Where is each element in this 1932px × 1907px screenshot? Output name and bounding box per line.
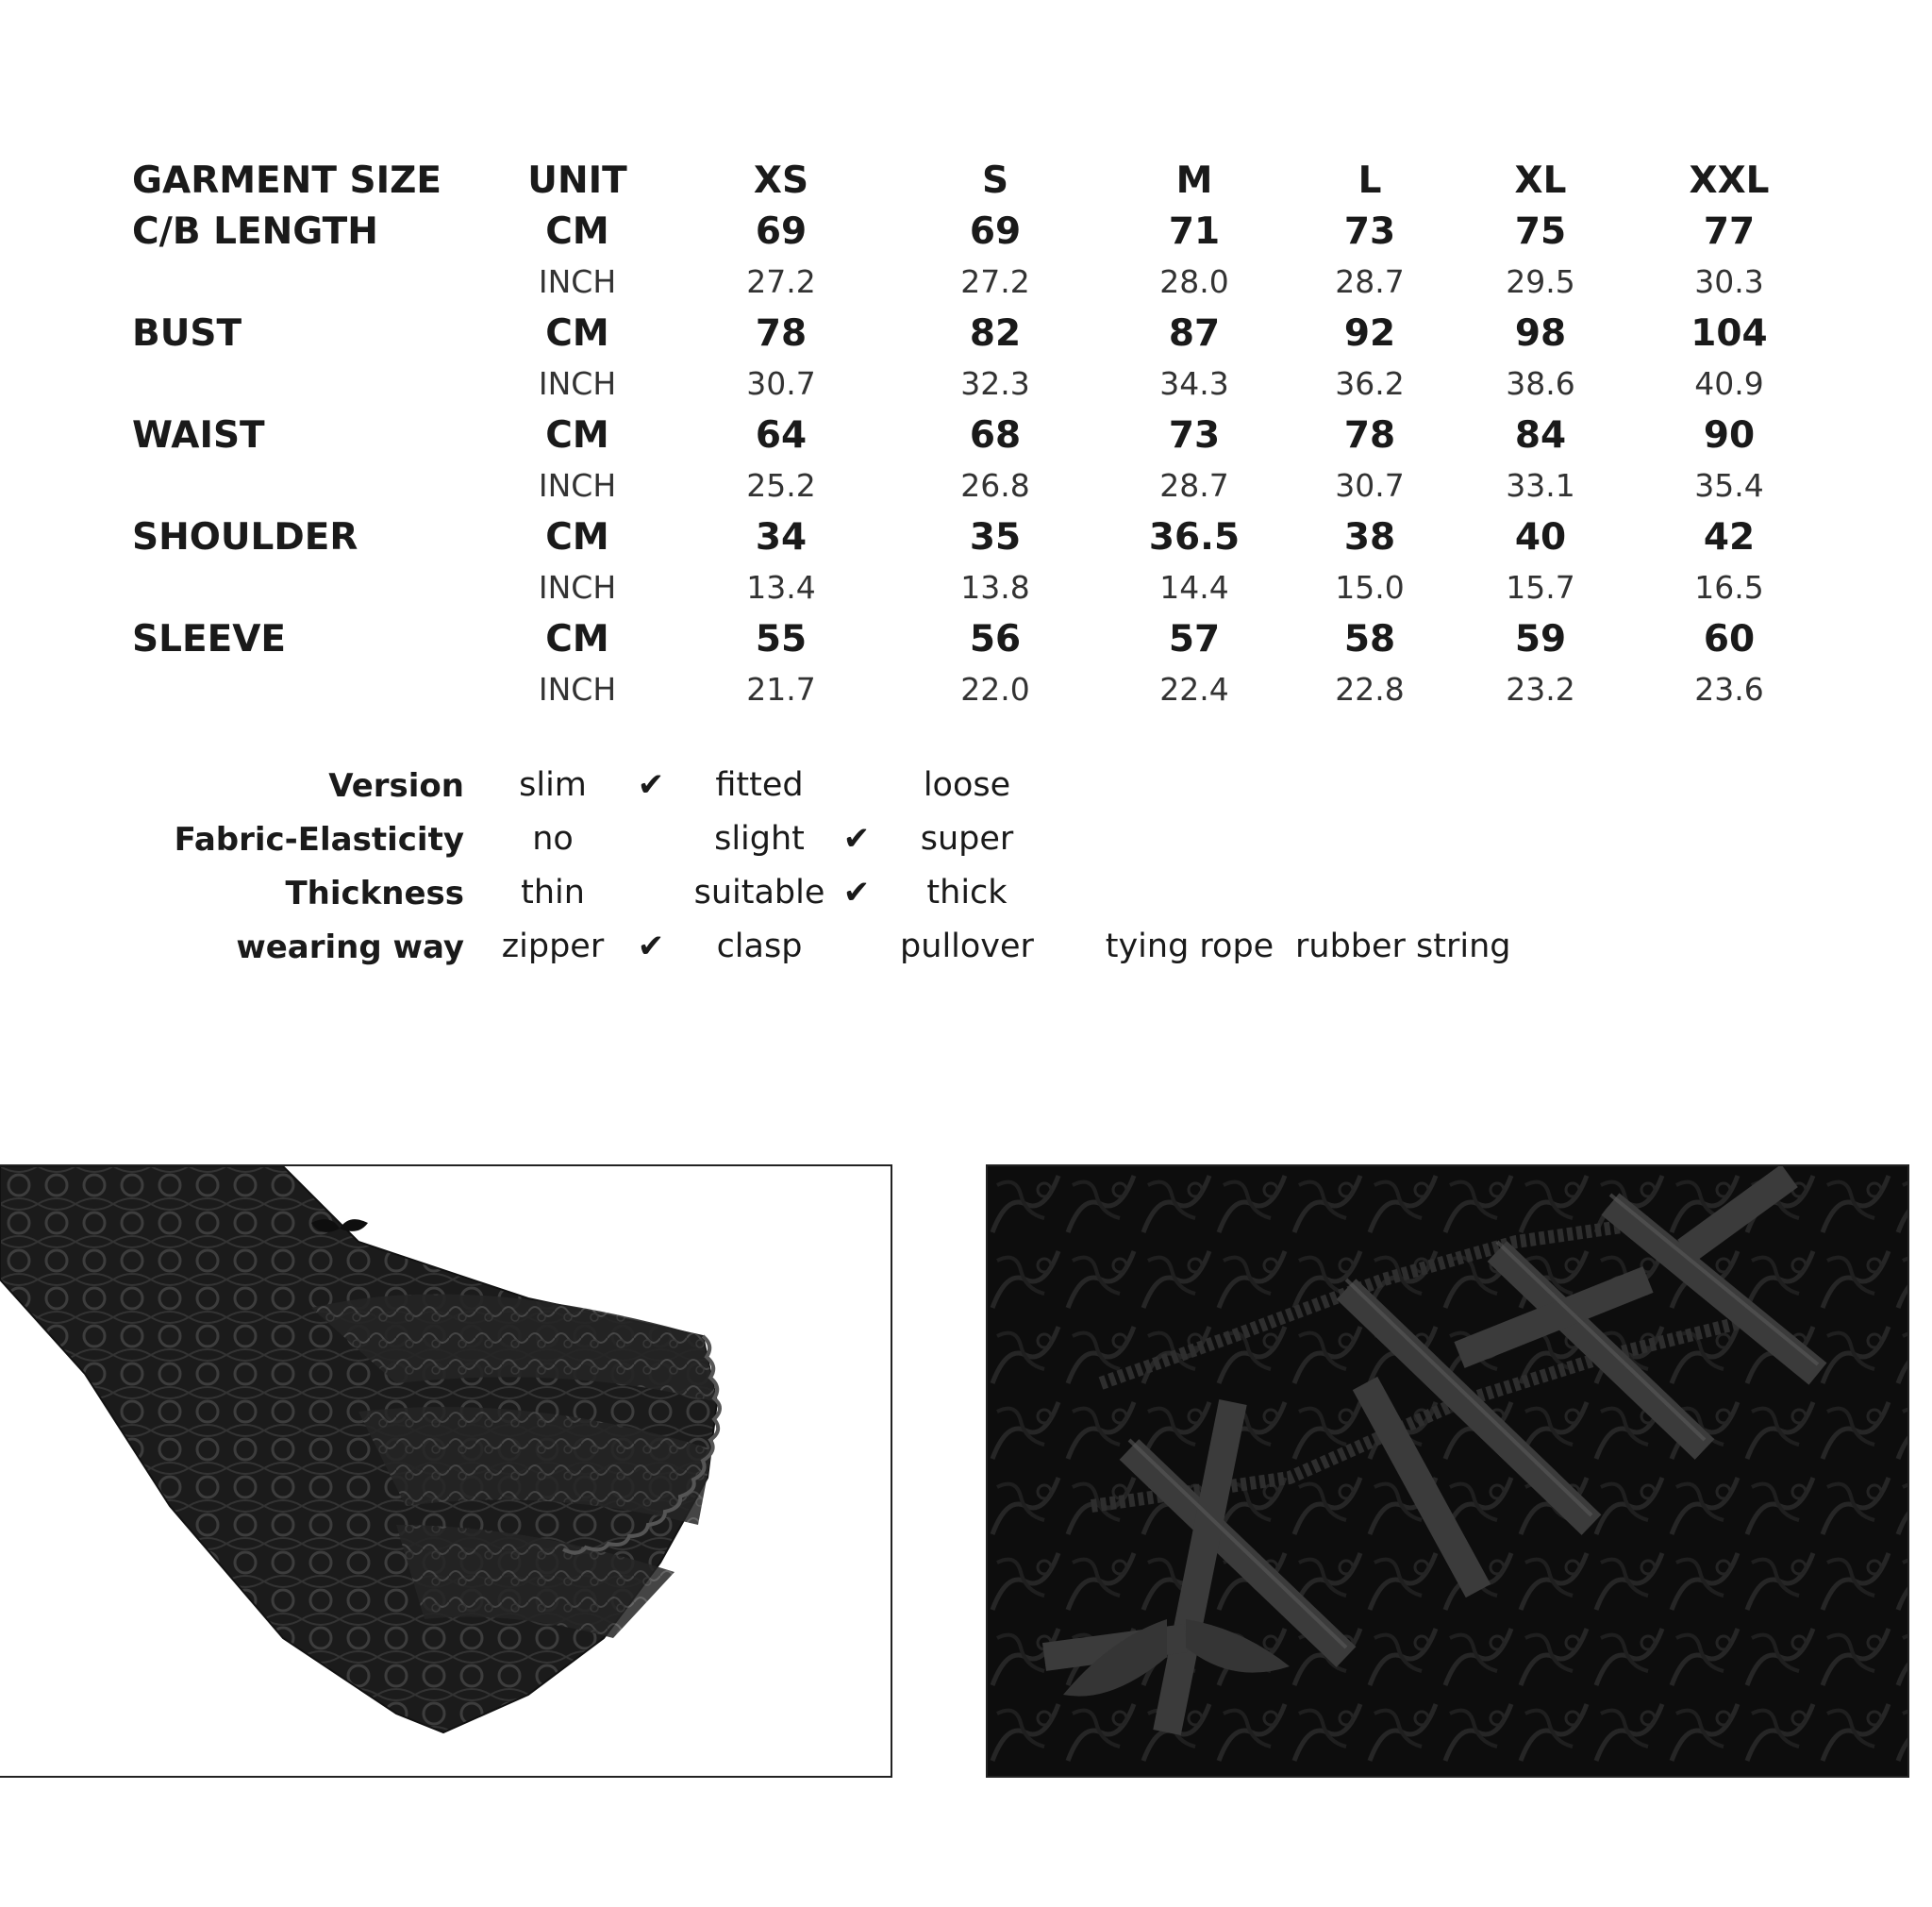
cell-cm-waist-xxl: 90 [1703,414,1756,457]
unit-cm-sleeve: CM [545,618,609,661]
header-unit: UNIT [527,159,627,202]
attr-option-wearing-way-rubber-string: rubber string [1295,928,1511,965]
cell-cm-waist-l: 78 [1343,414,1396,457]
cell-cm-shoulder-xl: 40 [1514,516,1567,559]
cell-cm-bust-xl: 98 [1514,312,1567,355]
cell-inch-shoulder-xxl: 16.5 [1694,569,1764,606]
checkmark-icon: ✔ [842,820,871,858]
attr-option-fabric-elasticity-super: super [920,820,1014,858]
cell-inch-sleeve-xs: 21.7 [746,671,816,708]
cell-cm-waist-xs: 64 [755,414,808,457]
cell-cm-c-b-length-xl: 75 [1514,210,1567,253]
cell-cm-shoulder-m: 36.5 [1148,516,1241,559]
cell-inch-shoulder-xs: 13.4 [746,569,816,606]
cell-cm-shoulder-l: 38 [1343,516,1396,559]
header-garment-size: GARMENT SIZE [132,159,442,202]
cell-cm-waist-xl: 84 [1514,414,1567,457]
cell-inch-c-b-length-xl: 29.5 [1506,263,1575,300]
cell-cm-c-b-length-xxl: 77 [1703,210,1756,253]
cell-cm-sleeve-xs: 55 [755,618,808,661]
cell-cm-sleeve-l: 58 [1343,618,1396,661]
cell-inch-bust-m: 34.3 [1159,365,1229,402]
unit-cm-shoulder: CM [545,516,609,559]
cell-inch-bust-xs: 30.7 [746,365,816,402]
cell-inch-c-b-length-m: 28.0 [1159,263,1229,300]
cell-cm-c-b-length-xs: 69 [755,210,808,253]
unit-inch-sleeve: INCH [538,671,617,708]
row-label-bust: BUST [132,312,242,355]
attr-option-version-loose: loose [923,766,1011,804]
attr-option-wearing-way-clasp: clasp [716,928,803,965]
cell-inch-shoulder-s: 13.8 [960,569,1030,606]
unit-inch-waist: INCH [538,467,617,504]
cell-cm-bust-l: 92 [1343,312,1396,355]
cell-inch-bust-xl: 38.6 [1506,365,1575,402]
cell-inch-sleeve-xl: 23.2 [1506,671,1575,708]
cell-inch-bust-l: 36.2 [1335,365,1405,402]
attr-label-fabric-elasticity: Fabric-Elasticity [174,821,464,859]
unit-inch-bust: INCH [538,365,617,402]
attr-option-thickness-thick: thick [926,874,1008,912]
cell-inch-sleeve-s: 22.0 [960,671,1030,708]
cell-cm-c-b-length-l: 73 [1343,210,1396,253]
attr-option-version-fitted: fitted [715,766,804,804]
attr-option-fabric-elasticity-slight: slight [714,820,805,858]
attr-option-thickness-thin: thin [521,874,585,912]
cell-cm-waist-s: 68 [969,414,1022,457]
attr-option-wearing-way-pullover: pullover [900,928,1034,965]
cell-inch-waist-l: 30.7 [1335,467,1405,504]
cell-inch-c-b-length-s: 27.2 [960,263,1030,300]
cell-cm-waist-m: 73 [1168,414,1221,457]
header-size-xs: XS [753,159,809,202]
cell-cm-shoulder-xxl: 42 [1703,516,1756,559]
attr-label-version: Version [328,767,464,805]
header-size-l: L [1357,159,1382,202]
cell-inch-shoulder-xl: 15.7 [1506,569,1575,606]
cell-inch-c-b-length-xxl: 30.3 [1694,263,1764,300]
cell-cm-sleeve-xxl: 60 [1703,618,1756,661]
unit-cm-waist: CM [545,414,609,457]
cell-cm-c-b-length-s: 69 [969,210,1022,253]
cell-cm-bust-xxl: 104 [1690,312,1768,355]
unit-inch-shoulder: INCH [538,569,617,606]
cell-inch-waist-xs: 25.2 [746,467,816,504]
row-label-waist: WAIST [132,414,265,457]
cell-inch-waist-s: 26.8 [960,467,1030,504]
attr-option-version-slim: slim [519,766,587,804]
checkmark-icon: ✔ [637,928,665,965]
cell-inch-sleeve-m: 22.4 [1159,671,1229,708]
cell-inch-bust-xxl: 40.9 [1694,365,1764,402]
cell-cm-bust-m: 87 [1168,312,1221,355]
row-label-shoulder: SHOULDER [132,516,358,559]
unit-cm-bust: CM [545,312,609,355]
row-label-sleeve: SLEEVE [132,618,287,661]
ribbon-lacing-photo [986,1164,1909,1778]
cell-cm-bust-xs: 78 [755,312,808,355]
attr-option-thickness-suitable: suitable [693,874,825,912]
cell-inch-waist-xl: 33.1 [1506,467,1575,504]
attr-option-fabric-elasticity-no: no [532,820,574,858]
cell-inch-waist-m: 28.7 [1159,467,1229,504]
header-size-xl: XL [1514,159,1567,202]
checkmark-icon: ✔ [842,874,871,912]
row-label-c-b-length: C/B LENGTH [132,210,378,253]
attr-option-wearing-way-tying-rope: tying rope [1105,928,1274,965]
unit-cm-c-b-length: CM [545,210,609,253]
sleeve-lace-photo [0,1164,892,1778]
attr-option-wearing-way-zipper: zipper [501,928,605,965]
attr-label-thickness: Thickness [285,875,464,912]
size-chart [0,0,1932,717]
cell-inch-shoulder-l: 15.0 [1335,569,1405,606]
cell-inch-sleeve-l: 22.8 [1335,671,1405,708]
header-size-m: M [1175,159,1213,202]
cell-inch-sleeve-xxl: 23.6 [1694,671,1764,708]
cell-inch-c-b-length-l: 28.7 [1335,263,1405,300]
cell-cm-bust-s: 82 [969,312,1022,355]
cell-inch-c-b-length-xs: 27.2 [746,263,816,300]
attr-label-wearing-way: wearing way [236,928,464,966]
cell-cm-shoulder-s: 35 [969,516,1022,559]
cell-cm-c-b-length-m: 71 [1168,210,1221,253]
unit-inch-c-b-length: INCH [538,263,617,300]
cell-inch-waist-xxl: 35.4 [1694,467,1764,504]
cell-inch-bust-s: 32.3 [960,365,1030,402]
cell-cm-sleeve-s: 56 [969,618,1022,661]
cell-cm-shoulder-xs: 34 [755,516,808,559]
cell-cm-sleeve-m: 57 [1168,618,1221,661]
checkmark-icon: ✔ [637,766,665,804]
header-size-s: S [981,159,1009,202]
header-size-xxl: XXL [1689,159,1770,202]
garment-attributes [0,745,1932,972]
cell-inch-shoulder-m: 14.4 [1159,569,1229,606]
cell-cm-sleeve-xl: 59 [1514,618,1567,661]
